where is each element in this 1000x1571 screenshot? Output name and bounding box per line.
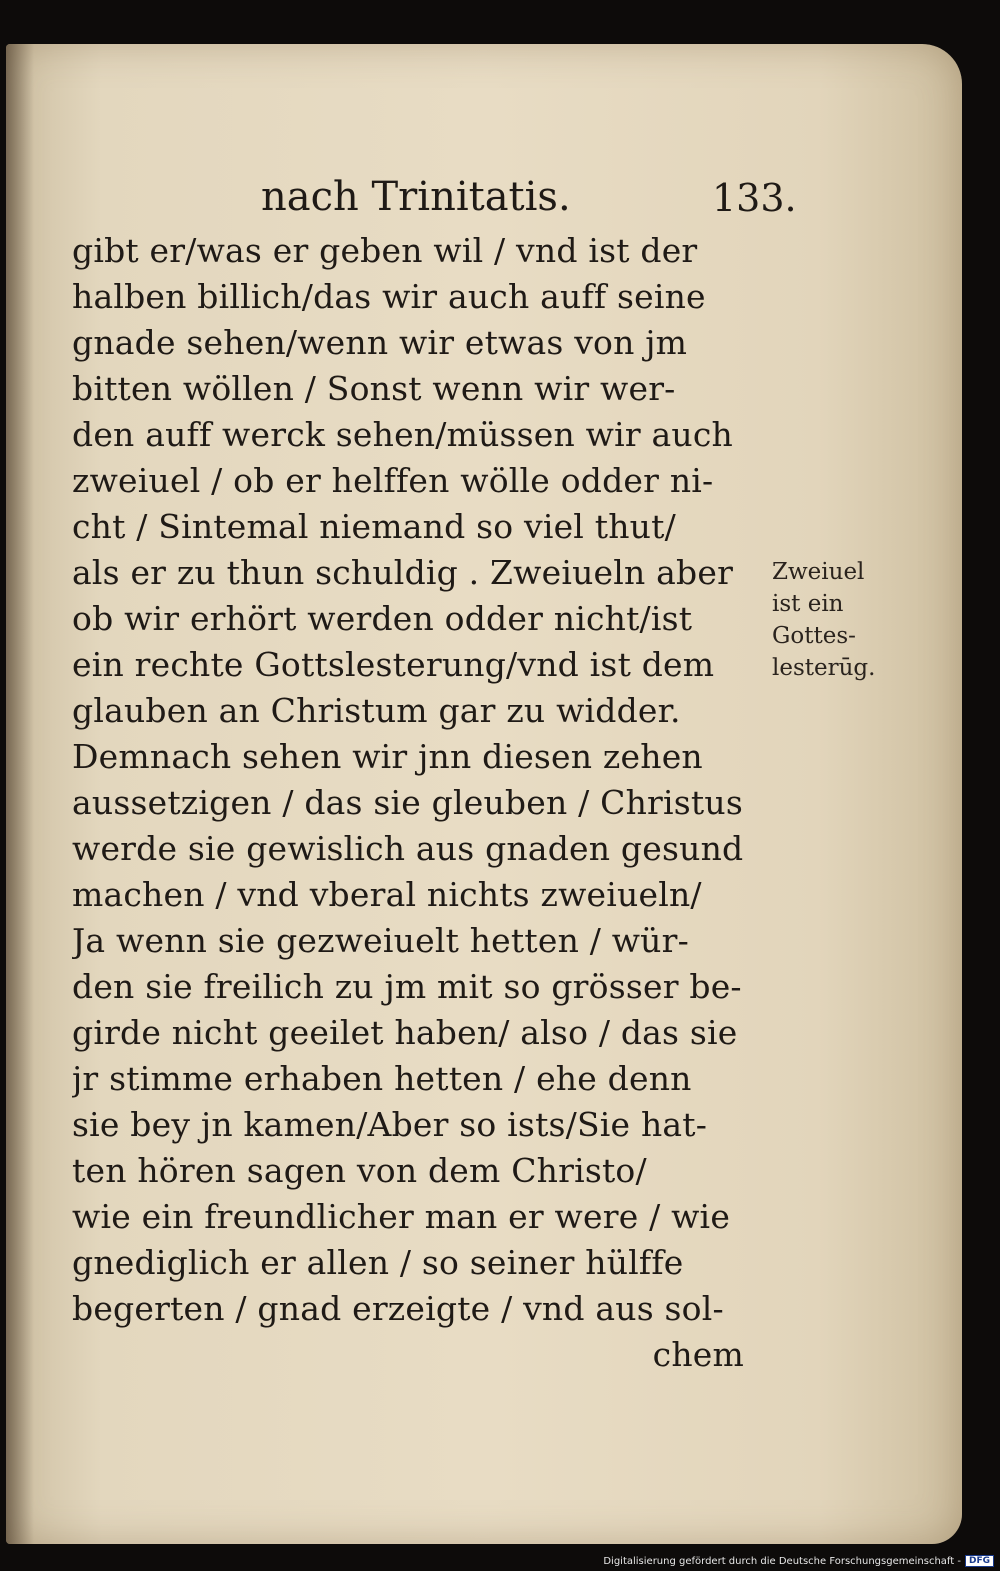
text-line: jr stimme erhaben hetten / ehe denn [72,1059,692,1098]
text-line: zweiuel / ob er helffen wölle odder ni- [72,461,714,500]
text-line: cht / Sintemal niemand so viel thut/ [72,507,676,546]
text-line: bitten wöllen / Sonst wenn wir wer- [72,369,676,408]
page-number: 133. [712,176,797,220]
digitization-credit [603,1555,994,1567]
text-line: Ja wenn sie gezweiuelt hetten / wür- [72,921,689,960]
marginal-line: Gottes- [772,623,856,649]
text-line: gibt er/was er geben wil / vnd ist der [72,231,698,270]
dfg-logo: DFG [965,1555,994,1567]
text-line: als er zu thun schuldig . Zweiueln aber [72,553,734,592]
text-line: Demnach sehen wir jnn diesen zehen [72,737,703,776]
text-line: gnediglich er allen / so seiner hülffe [72,1243,684,1282]
text-line: halben billich/das wir auch auff seine [72,277,706,316]
marginal-line: Zweiuel [772,559,865,585]
text-line: ob wir erhört werden odder nicht/ist [72,599,693,638]
text-line: glauben an Christum gar zu widder. [72,691,681,730]
text-line: gnade sehen/wenn wir etwas von jm [72,323,688,362]
marginal-line: lesterūg. [772,655,876,681]
text-line: werde sie gewislich aus gnaden gesund [72,829,744,868]
text-line: ten hören sagen von dem Christo/ [72,1151,647,1190]
text-line: sie bey jn kamen/Aber so ists/Sie hat- [72,1105,708,1144]
text-line: machen / vnd vberal nichts zweiueln/ [72,875,702,914]
book-page [6,44,962,1544]
credit-text: Digitalisierung gefördert durch die Deutsche Forschungsgemeinschaft - [603,1555,961,1567]
body-text [72,228,784,1378]
marginal-line: ist ein [772,591,844,617]
page-header [6,170,797,230]
catchword: chem [652,1335,744,1374]
text-line: girde nicht geeilet haben/ also / das sie [72,1013,738,1052]
running-head: nach Trinitatis. [261,174,571,220]
marginal-note [772,556,902,684]
text-line: den sie freilich zu jm mit so grösser be- [72,967,742,1006]
text-line: den auff werck sehen/müssen wir auch [72,415,733,454]
text-line: aussetzigen / das sie gleuben / Christus [72,783,743,822]
text-line: begerten / gnad erzeigte / vnd aus sol- [72,1289,724,1328]
text-line: wie ein freundlicher man er were / wie [72,1197,731,1236]
text-line: ein rechte Gottslesterung/vnd ist dem [72,645,715,684]
